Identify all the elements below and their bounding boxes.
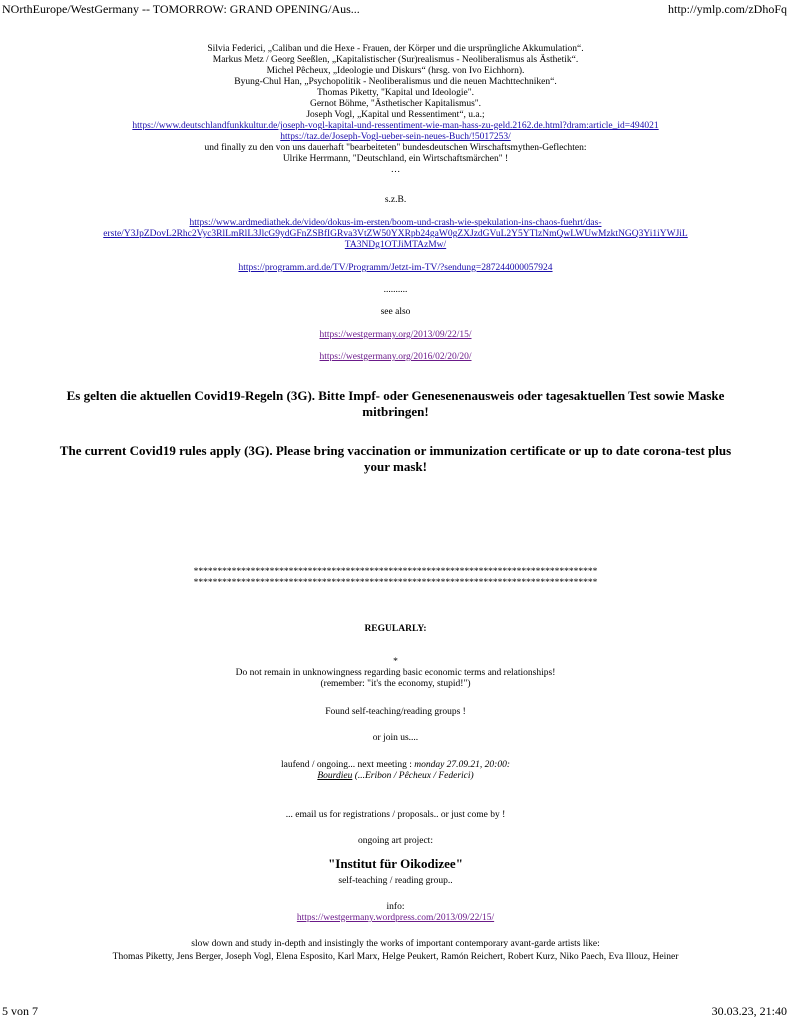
unknowing-text: Do not remain in unknowingness regarding basic economic terms and relationships!: [235, 668, 556, 678]
literature-item: Thomas Piketty, "Kapital und Ideologie".: [316, 88, 474, 98]
email-text: ... email us for registrations / proposals.. or just come by !: [285, 810, 506, 820]
ellipsis-text: …: [390, 165, 401, 175]
westgermany-link-2016[interactable]: https://westgermany.org/2016/02/20/20/: [319, 352, 472, 362]
info-link[interactable]: https://westgermany.wordpress.com/2013/09/22/15/: [296, 913, 495, 923]
literature-item: Joseph Vogl, „Kapital und Ressentiment“, u.a.;: [306, 110, 485, 120]
ard-mediathek-link-cont[interactable]: erste/Y3JpZDovL2Rhc2Vyc3RlLmRlL3JlcG9ydGFnZSBfIGRva3VtZW50YXRpb24gaW0gZXJzdGVuL2Y5YTlzNmQwLWUwMzktNGQ3Yi1iYWJiL: [103, 229, 688, 239]
next-meeting: [0, 760, 791, 782]
star-divider: [0, 567, 791, 589]
star-line: *************************************************************************************: [193, 567, 598, 577]
taz-link[interactable]: https://taz.de/Joseph-Vogl-ueber-sein-neues-Buch/!5017253/: [280, 132, 511, 142]
meeting-topic: Bourdieu: [317, 771, 353, 781]
covid-notice-de: Es gelten die aktuellen Covid19-Regeln (3G). Bitte Impf- oder Genesenenausweis oder tagesaktuellen Test sowie Maske mitbringen!: [66, 388, 725, 419]
artists-list: Thomas Piketty, Jens Berger, Joseph Vogl, Elena Esposito, Karl Marx, Helge Peukert, Ramón Reichert, Robert Kurz, Niko Paech, Eva Illouz, Heiner: [112, 952, 679, 962]
literature-item: Gernot Böhme, "Ästhetischer Kapitalismus".: [309, 99, 482, 109]
herrmann-text: Ulrike Herrmann, "Deutschland, ein Wirtschaftsmärchen" !: [282, 154, 509, 164]
see-also-label: see also: [380, 307, 411, 317]
info-label: info:: [386, 902, 405, 912]
literature-item: Markus Metz / Georg Seeßlen, „Kapitalistischer (Sur)realismus - Neoliberalismus als Ästhetik“.: [212, 55, 579, 65]
programm-ard-link[interactable]: https://programm.ard.de/TV/Programm/Jetzt-im-TV/?sendung=287244000057924: [238, 263, 553, 273]
literature-item: Silvia Federici, „Caliban und die Hexe - Frauen, der Körper und die ursprüngliche Akkumulation“.: [207, 44, 584, 54]
meeting-label: laufend / ongoing... next meeting :: [280, 760, 412, 770]
page-number: 5 von 7: [2, 1004, 38, 1018]
meeting-authors: (...Eribon / Pêcheux / Federici): [354, 771, 474, 781]
print-datetime: 30.03.23, 21:40: [711, 1004, 787, 1018]
literature-list: [0, 44, 791, 176]
remember-text: (remember: "it's the economy, stupid!"): [320, 679, 471, 689]
westgermany-link-2013[interactable]: https://westgermany.org/2013/09/22/15/: [319, 330, 472, 340]
self-teaching-text: self-teaching / reading group..: [338, 876, 453, 886]
literature-item: Byung-Chul Han, „Psychopolitik - Neoliberalismus und die neuen Machttechniken“.: [234, 77, 557, 87]
art-project-label: ongoing art project:: [358, 836, 433, 846]
dlf-link[interactable]: https://www.deutschlandfunkkultur.de/joseph-vogl-kapital-und-ressentiment-wie-man-hass-zu-geld.2162.de.html?dram:article_id=494021: [132, 121, 659, 131]
finally-text: und finally zu den von uns dauerhaft "bearbeiteten" bundesdeutschen Wirschaftsmythen-Geflechten:: [204, 143, 587, 153]
dots-text: ..........: [383, 285, 408, 295]
ard-mediathek-link-end[interactable]: TA3NDg1OTJiMTAzMw/: [344, 240, 447, 250]
ard-mediathek-link[interactable]: https://www.ardmediathek.de/video/dokus-im-ersten/boom-und-crash-wie-spekulation-ins-chaos-fuehrt/das-: [189, 218, 602, 228]
literature-item: Michel Pêcheux, „Ideologie und Diskurs“ (hrsg. von Ivo Eichhorn).: [266, 66, 525, 76]
found-groups-text: Found self-teaching/reading groups !: [325, 707, 466, 717]
slowdown-text: slow down and study in-depth and insistingly the works of important contemporary avant-garde artists like:: [191, 939, 600, 949]
ard-link-block: [0, 218, 791, 251]
institut-title: "Institut für Oikodizee": [328, 856, 463, 871]
szb-text: s.z.B.: [384, 195, 407, 205]
star-line: *************************************************************************************: [193, 578, 598, 588]
page-header-title: NOrthEurope/WestGermany -- TOMORROW: GRAND OPENING/Aus...: [2, 2, 360, 16]
regularly-heading: REGULARLY:: [364, 624, 427, 634]
meeting-date: monday 27.09.21, 20:00:: [414, 760, 511, 770]
page-header-url: http://ymlp.com/zDhoFq: [668, 2, 787, 16]
asterisk-text: *: [393, 657, 398, 667]
join-us-text: or join us....: [372, 733, 419, 743]
regularly-block: [0, 657, 791, 690]
covid-notice-en: The current Covid19 rules apply (3G). Please bring vaccination or immunization certificate or up to date corona-test plus your mask!: [59, 443, 732, 474]
